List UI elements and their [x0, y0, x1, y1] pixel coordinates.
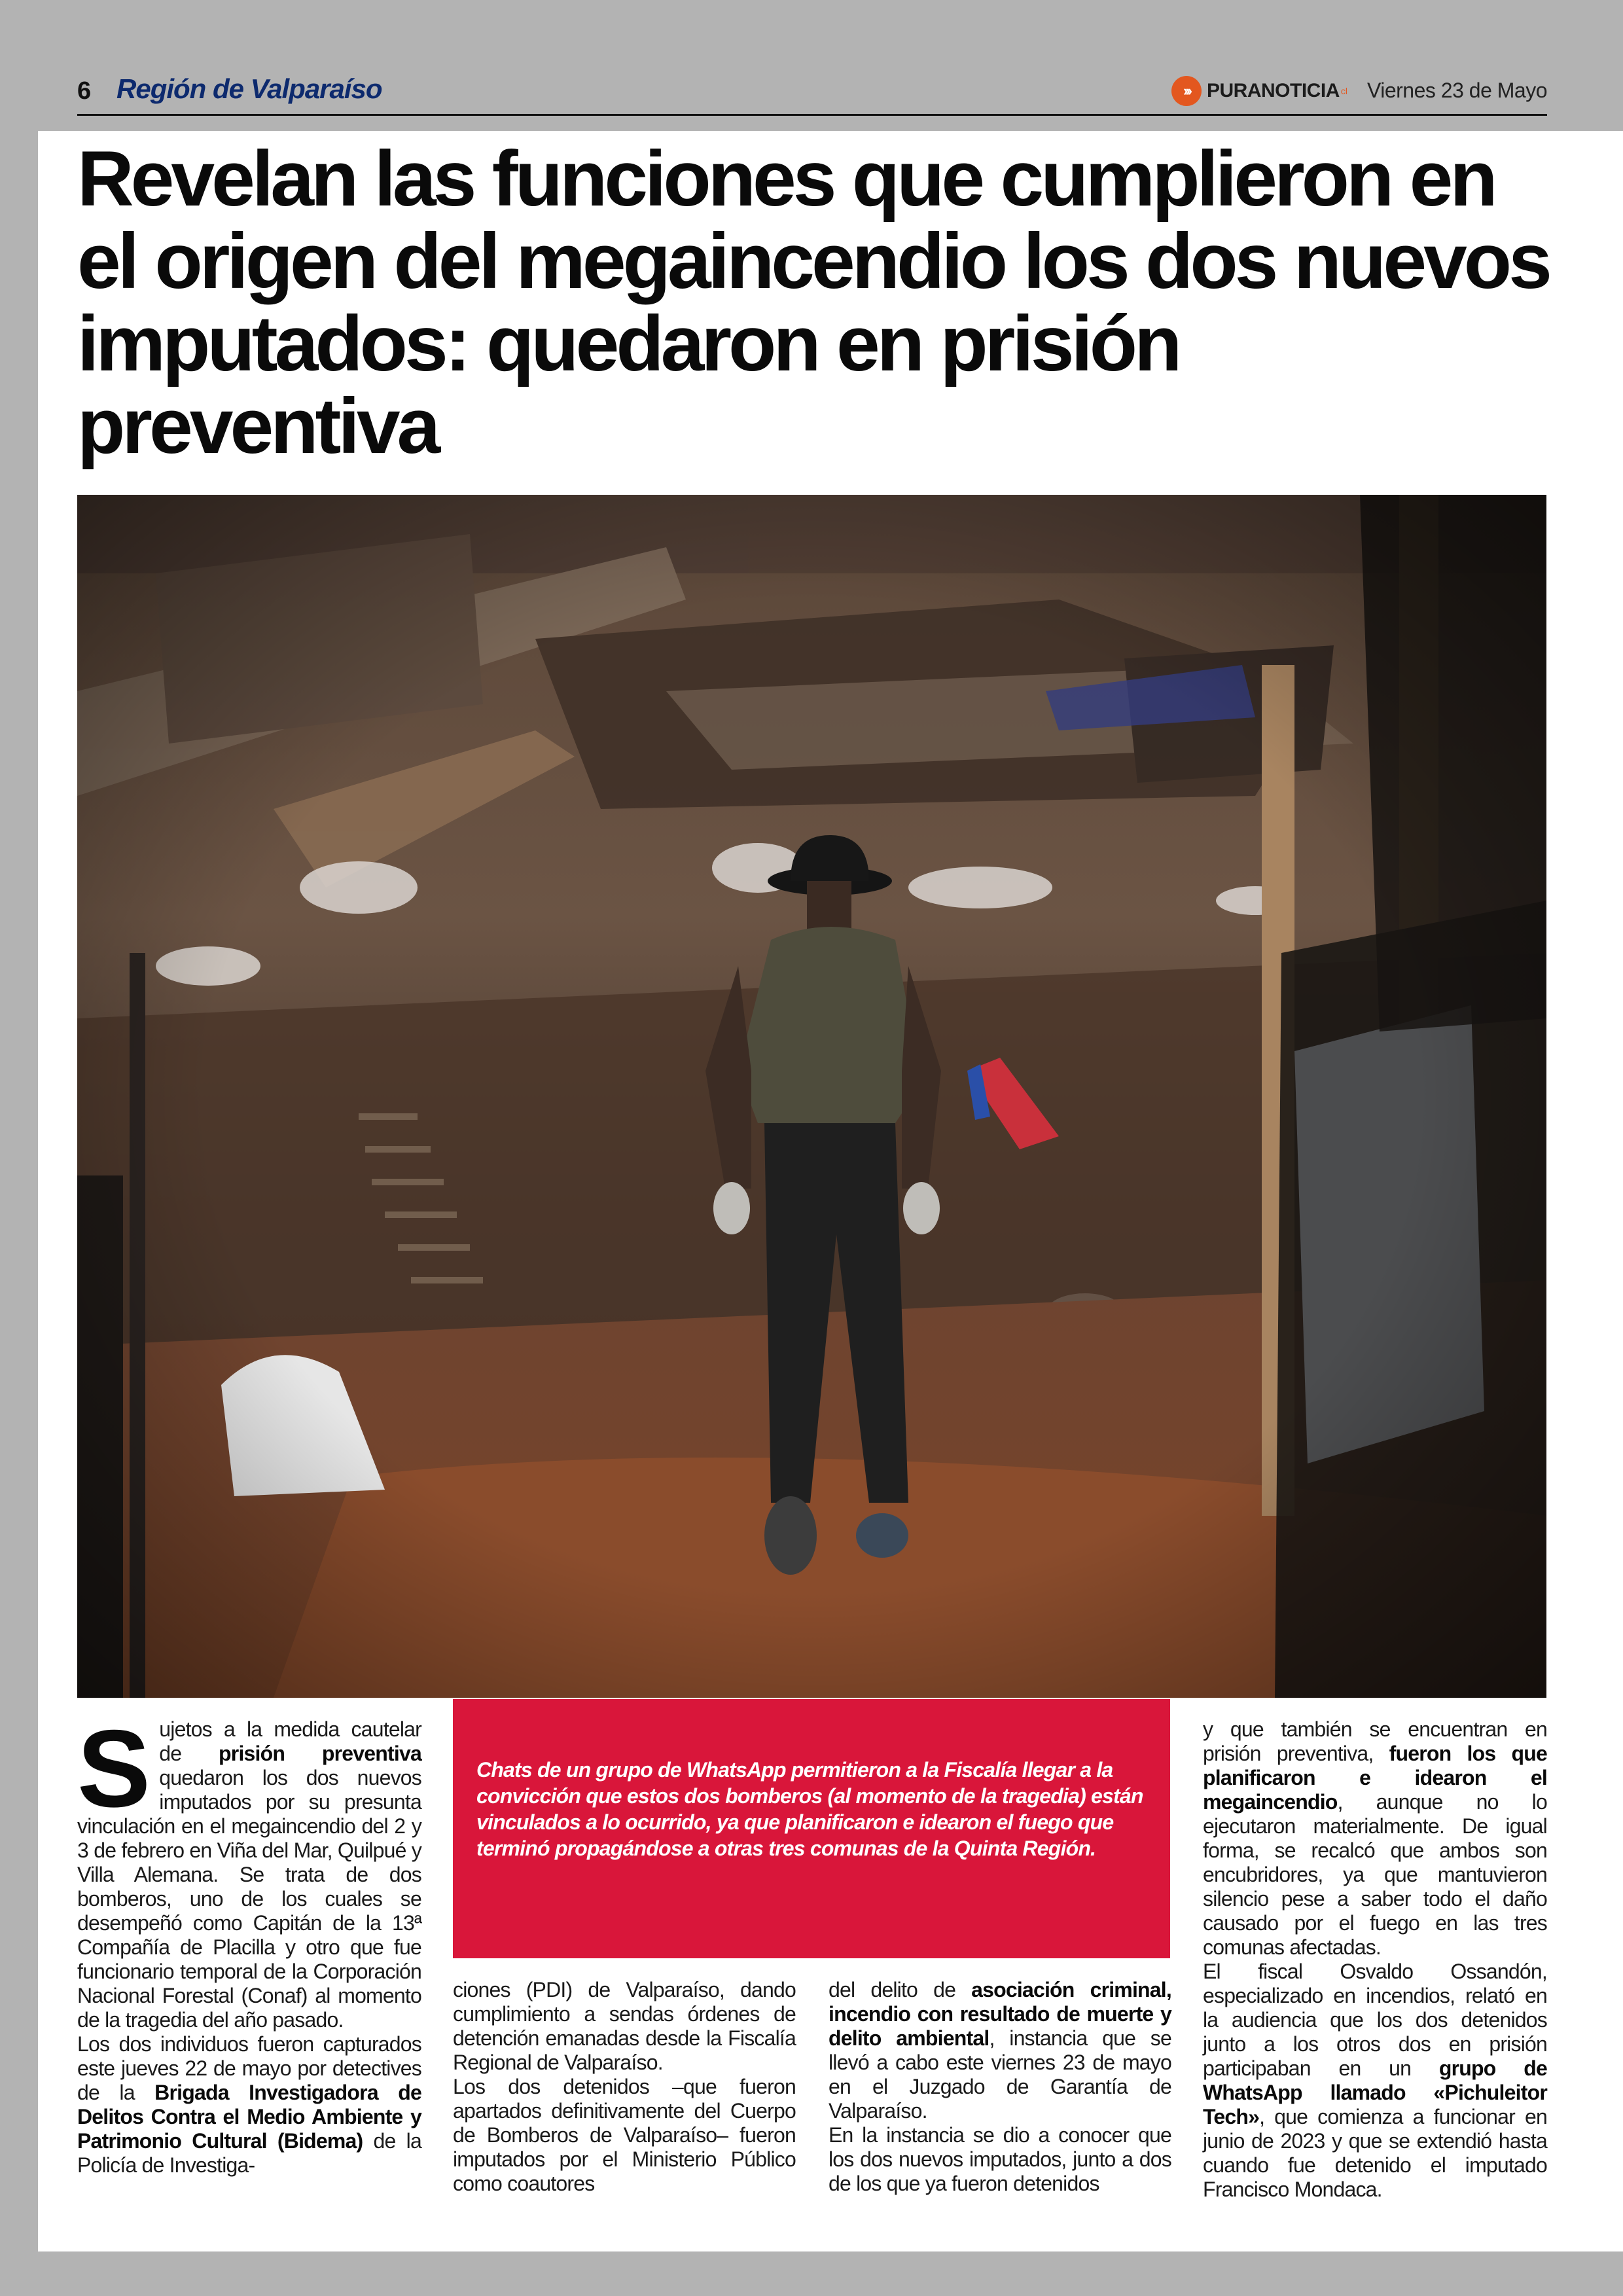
paragraph: ciones (PDI) de Valparaíso, dando cumplimiento a sendas órdenes de detención emanadas desde la Fiscalía Regional de Valparaíso.: [453, 1978, 796, 2074]
article-column-1: [77, 1707, 421, 2178]
paragraph: Sujetos a la medida cautelar de prisión preventiva quedaron los dos nuevos imputados por su presunta vinculación en el megaincendio del 2 y 3 de febrero en Viña del Mar, Quilpué y Villa Alemana. Se trata de dos bomberos, uno de los cuales se desempeñó como Capitán de la 13ª Compañía de Placilla y otro que fue funcionario temporal de la Corporación Nacional Forestal (Conaf) al momento de la tragedia del año pasado.: [77, 1707, 421, 2032]
article-column-4: [1203, 1717, 1547, 2202]
paragraph: y que también se encuentran en prisión preventiva, fueron los que planificaron e idearon el megaincendio, aunque no lo ejecutaron materialmente. De igual forma, se recalcó que ambos son encubridores, ya que mantuvieron silencio pese a saber todo el daño causado por el fuego en las tres comunas afectadas.: [1203, 1717, 1547, 1959]
drop-cap: S: [77, 1707, 151, 1830]
section-title: Región de Valparaíso: [116, 73, 382, 104]
headline: Revelan las funciones que cumplieron en el origen del megaincendio los dos nuevos imputados: quedaron en prisión preventiva: [77, 135, 1549, 470]
publisher-logo: [1171, 75, 1347, 107]
header-divider: [77, 114, 1547, 116]
pull-quote: [453, 1699, 1170, 1958]
paragraph: El fiscal Osvaldo Ossandón, especializado en incendios, relató en la audiencia que los dos detenidos junto a los otros dos en prisión participaban en un grupo de WhatsApp llamado «Pichuleitor Tech», que comienza a funcionar en junio de 2023 y que se extendió hasta cuando fue detenido el imputado Francisco Mondaca.: [1203, 1960, 1547, 2201]
issue-date: Viernes 23 de Mayo: [1366, 79, 1547, 102]
page-header: [0, 0, 1623, 131]
pull-quote-text: Chats de un grupo de WhatsApp permitieron a la Fiscalía llegar a la convicción que estos dos bomberos (al momento de la tragedia) están vinculados a lo ocurrido, ya que planificaron e idearon el fuego que terminó propagándose a otras tres comunas de la Quinta Región.: [476, 1758, 1143, 1860]
main-photo: [77, 495, 1546, 1698]
chevrons-icon: ›››: [1171, 76, 1202, 106]
page-number: 6: [77, 77, 92, 105]
logo-suffix: cl: [1340, 86, 1347, 96]
article-column-3: [829, 1978, 1171, 2196]
page-footer-margin: [0, 2251, 1623, 2296]
logo-text: PURANOTICIA: [1207, 80, 1340, 101]
paragraph: Los dos individuos fueron capturados este jueves 22 de mayo por detectives de la Brigada Investigadora de Delitos Contra el Medio Ambiente y Patrimonio Cultural (Bidema) de la Policía de Investiga-: [77, 2032, 421, 2177]
paragraph: del delito de asociación criminal, incendio con resultado de muerte y delito ambiental, instancia que se llevó a cabo este viernes 23 de mayo en el Juzgado de Garantía de Valparaíso.: [829, 1978, 1171, 2123]
paragraph: En la instancia se dio a conocer que los dos nuevos imputados, junto a dos de los que ya fueron detenidos: [829, 2123, 1171, 2195]
paragraph: Los dos detenidos –que fueron apartados definitivamente del Cuerpo de Bomberos de Valparaíso– fueron imputados por el Ministerio Público como coautores: [453, 2075, 796, 2195]
photo-illustration: [77, 495, 1546, 1698]
article-column-2: [453, 1978, 796, 2196]
